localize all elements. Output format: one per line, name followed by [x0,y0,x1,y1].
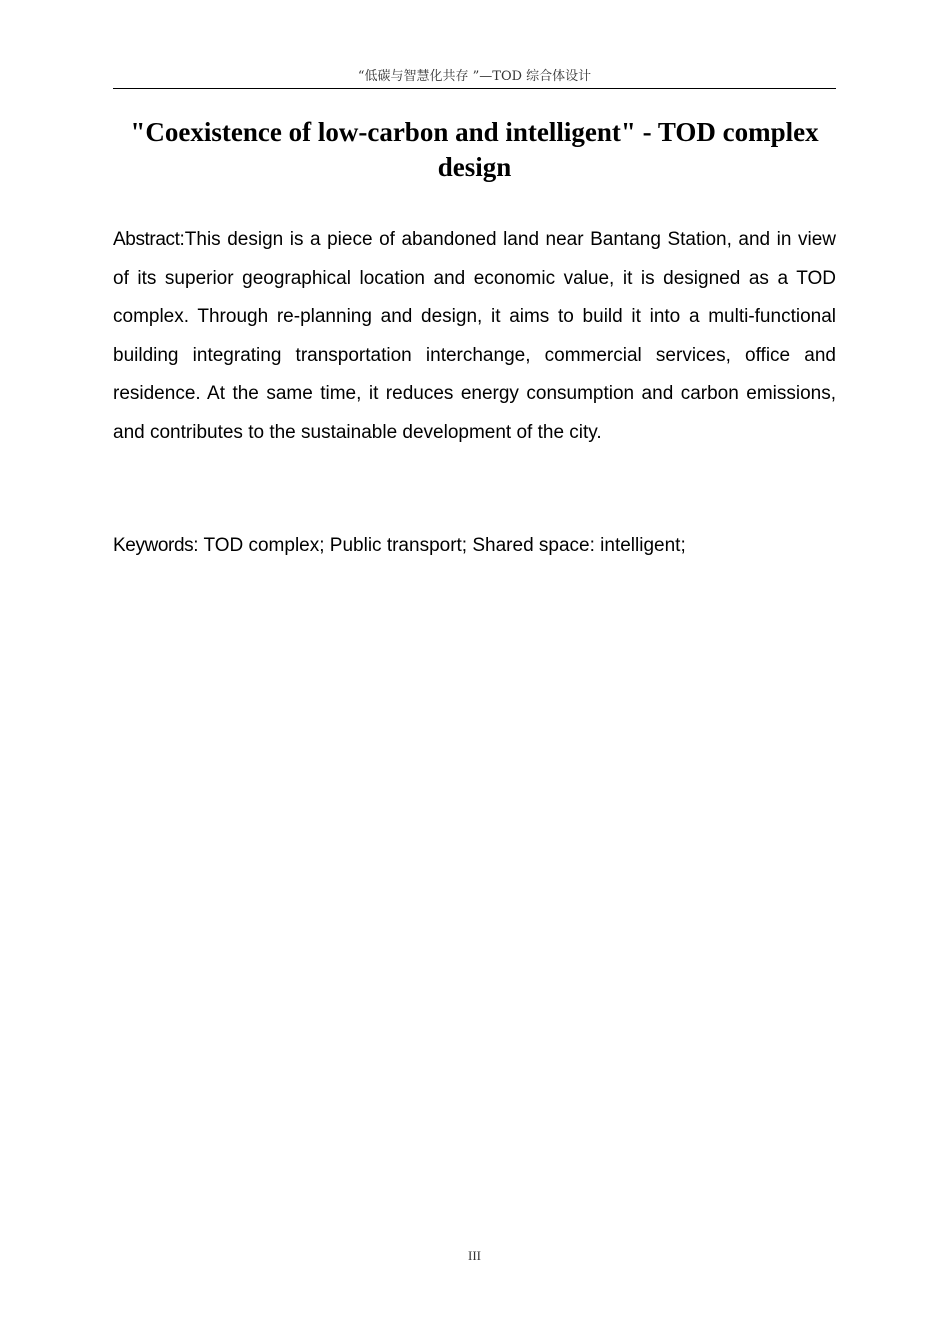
document-title: "Coexistence of low-carbon and intelligent" - TOD complex design [130,117,819,182]
keywords-paragraph: Keywords: TOD complex; Public transport; Shared space: intelligent; [113,535,686,556]
keywords-label: Keywords [113,535,194,556]
abstract-paragraph: Abstract:This design is a piece of abandoned land near Bantang Station, and in view of its superior geographical location and economic value, it is designed as a TOD complex. Through re-planning and design, it aims to build it into a multi-functional building integrating transportation interchange, commercial services, office and residence. At the same time, it reduces energy consumption and carbon emissions, and contributes to the sustainable development of the city. [113,229,836,443]
abstract-label: Abstract [113,229,180,250]
page-number: III [468,1248,481,1263]
running-header: “低碳与智慧化共存 ”—TOD 综合体设计 [357,69,592,84]
abstract-text: This design is a piece of abandoned land near Bantang Station, and in view of its superior geographical location and economic value, it is designed as a TOD complex. Through re-planning and design, it aims to build it into a multi-functional building integrating transportation interchange, commercial services, office and residence. At the same time, it reduces energy consumption and carbon emissions, and contributes to the sustainable development of the city. [113,229,836,443]
keywords-text: TOD complex; Public transport; Shared space: intelligent; [203,535,686,556]
header-rule [113,88,836,89]
